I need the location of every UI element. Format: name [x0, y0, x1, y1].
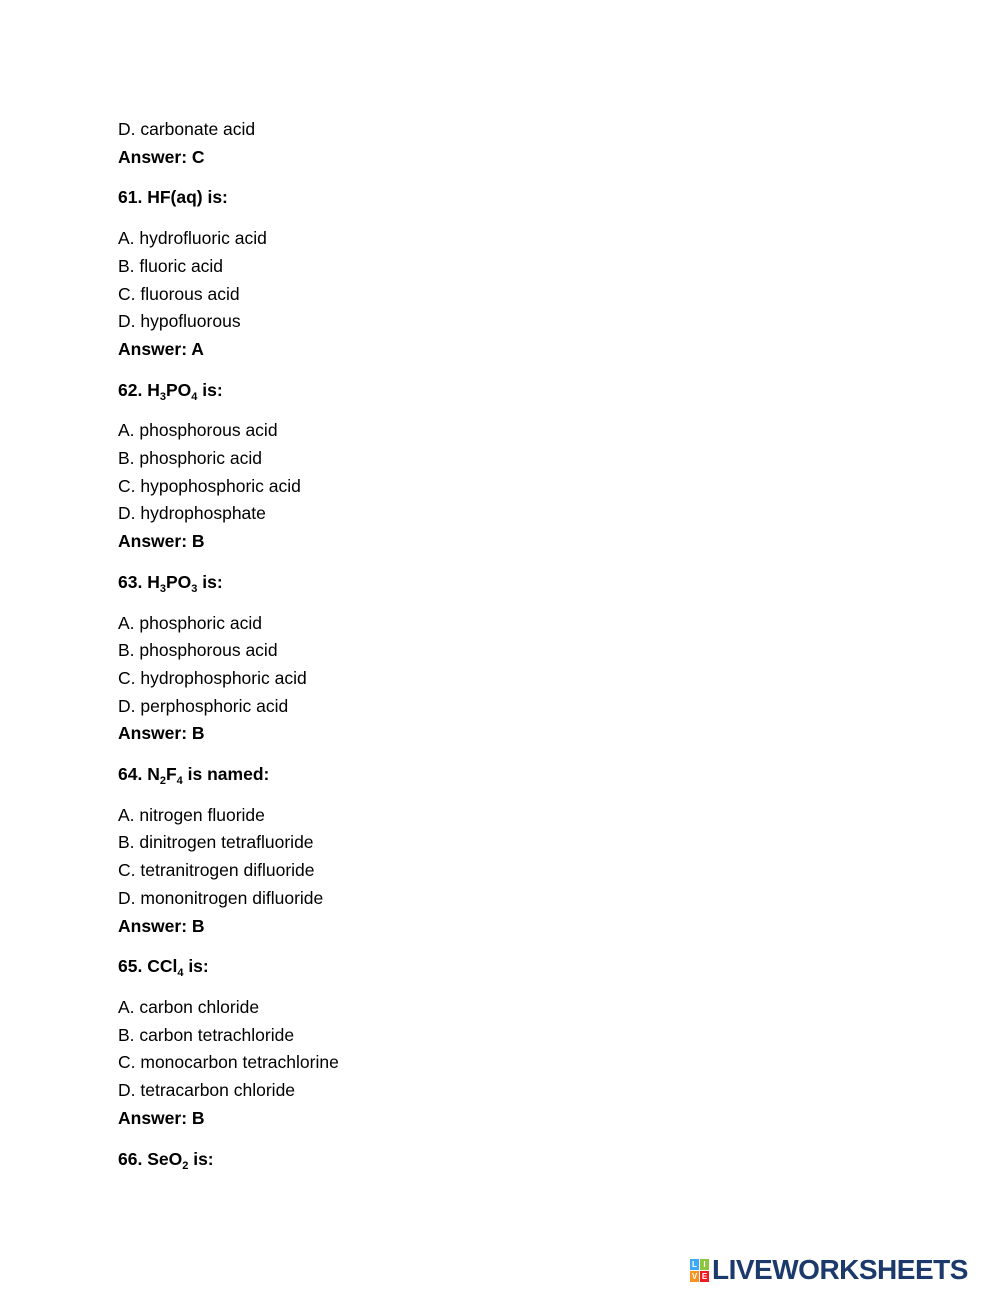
- question-63-title: [118, 569, 878, 597]
- question-text: PO: [165, 379, 192, 400]
- option-d: D. perphosphoric acid: [118, 695, 289, 716]
- worksheet-content: [118, 116, 878, 1186]
- subscript: 4: [176, 775, 183, 788]
- question-text: F: [165, 764, 177, 785]
- subscript: 4: [191, 390, 198, 403]
- question-text: 64. N: [118, 764, 160, 785]
- answer-label: Answer: A: [118, 338, 204, 359]
- question-64-title: [118, 761, 878, 789]
- subscript: 4: [177, 967, 184, 980]
- question-61-title: 61. HF(aq) is:: [118, 187, 228, 208]
- option-c: C. hypophosphoric acid: [118, 475, 301, 496]
- option-b: B. phosphoric acid: [118, 448, 262, 469]
- answer-label: Answer: B: [118, 723, 205, 744]
- liveworksheets-logo: [690, 1255, 968, 1285]
- logo-mark-letter: L: [690, 1259, 699, 1270]
- question-text: 66. SeO: [118, 1148, 183, 1169]
- logo-text: LIVEWORKSHEETS: [712, 1254, 968, 1285]
- subscript: 2: [159, 775, 166, 788]
- option-b: B. carbon tetrachloride: [118, 1024, 295, 1045]
- question-text: is:: [188, 1148, 214, 1169]
- question-text: 62. H: [118, 379, 160, 400]
- question-text: is:: [197, 379, 223, 400]
- subscript: 3: [159, 582, 166, 595]
- option-d: D. tetracarbon chloride: [118, 1080, 296, 1101]
- subscript: 3: [159, 390, 166, 403]
- answer-label: Answer: B: [118, 1107, 205, 1128]
- option-c: C. hydrophosphoric acid: [118, 667, 307, 688]
- question-text: PO: [165, 571, 192, 592]
- logo-mark-letter: V: [691, 1271, 698, 1281]
- option-c: C. monocarbon tetrachlorine: [118, 1052, 339, 1073]
- answer-label: Answer: C: [118, 146, 205, 167]
- option-b: B. fluoric acid: [118, 255, 224, 276]
- option-a: A. phosphorous acid: [118, 420, 278, 441]
- option-c: C. tetranitrogen difluoride: [118, 860, 315, 881]
- logo-mark-letter: E: [701, 1271, 708, 1281]
- option-a: A. carbon chloride: [118, 996, 260, 1017]
- option-a: A. phosphoric acid: [118, 612, 262, 633]
- option-b: B. phosphorous acid: [118, 640, 278, 661]
- question-text: is named:: [182, 764, 270, 785]
- option-c: C. fluorous acid: [118, 283, 240, 304]
- question-text: is:: [183, 956, 209, 977]
- option-a: A. hydrofluoric acid: [118, 228, 267, 249]
- question-text: 65. CCl: [118, 956, 178, 977]
- option-b: B. dinitrogen tetrafluoride: [118, 832, 314, 853]
- option-d: D. mononitrogen difluoride: [118, 887, 324, 908]
- logo-mark-icon: [690, 1259, 709, 1282]
- question-65-title: [118, 953, 878, 981]
- subscript: 2: [182, 1159, 189, 1172]
- question-text: is:: [197, 571, 223, 592]
- logo-mark-letter: I: [700, 1259, 709, 1270]
- answer-label: Answer: B: [118, 915, 205, 936]
- question-text: 63. H: [118, 571, 160, 592]
- option-a: A. nitrogen fluoride: [118, 804, 265, 825]
- option-d: D. hypofluorous: [118, 311, 241, 332]
- answer-label: Answer: B: [118, 531, 205, 552]
- subscript: 3: [191, 582, 198, 595]
- question-66-title: [118, 1146, 878, 1174]
- question-62-title: [118, 377, 878, 405]
- option-d: D. hydrophosphate: [118, 503, 266, 524]
- option-d: D. carbonate acid: [118, 119, 256, 139]
